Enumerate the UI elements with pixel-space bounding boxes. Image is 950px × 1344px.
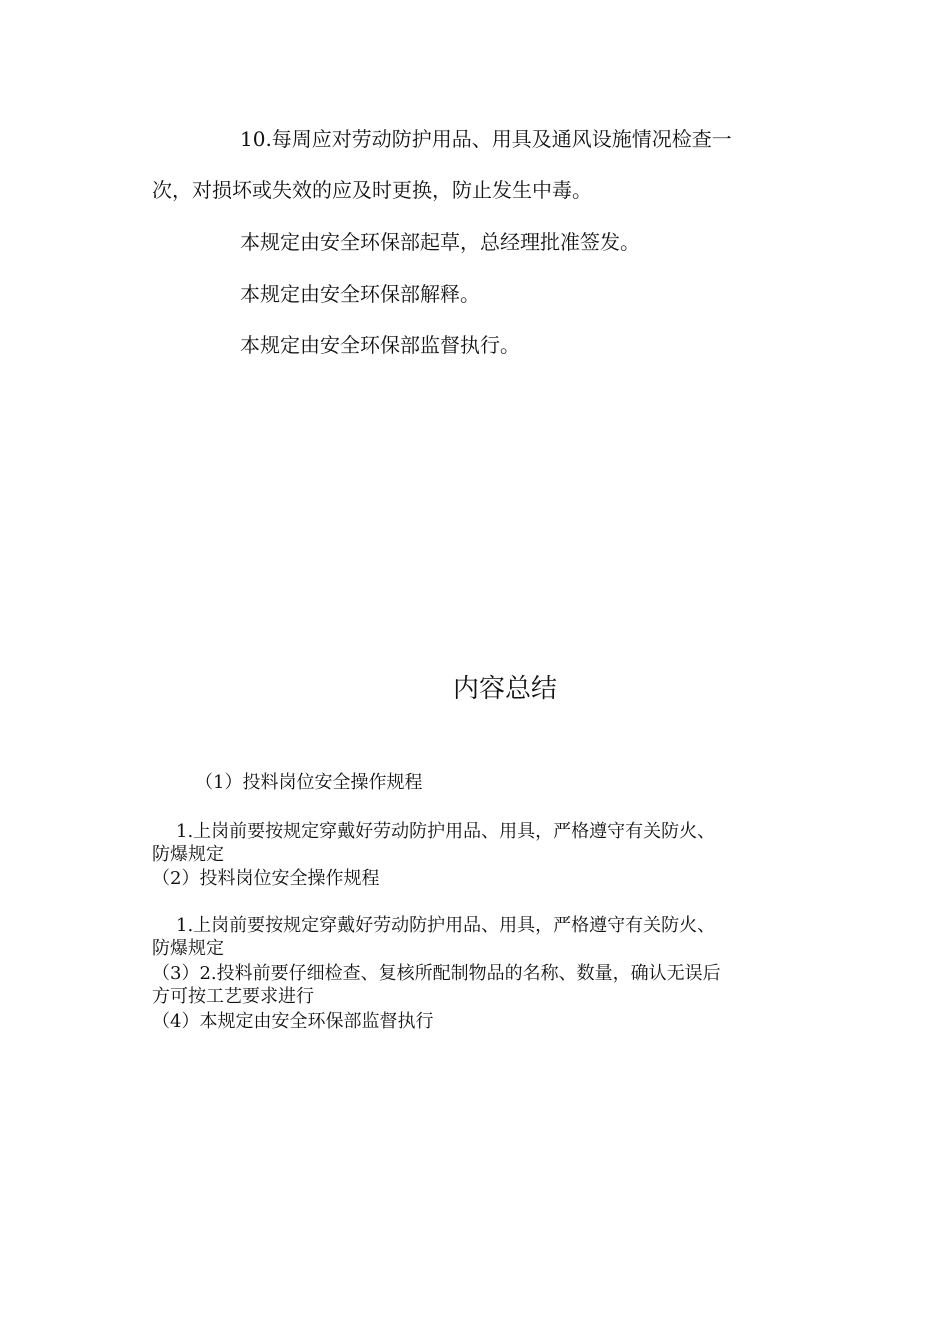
rule-interpret-text: 本规定由安全环保部解释。 (240, 282, 480, 306)
rule-supervise-text: 本规定由安全环保部监督执行。 (240, 333, 520, 357)
summary-item-1-text-line-1: 1.上岗前要按规定穿戴好劳动防护用品、用具，严格遵守有关防火、 (176, 821, 716, 842)
summary-item-2-text-line-2: 防爆规定 (152, 938, 224, 959)
paragraph-10-line-1: 10.每周应对劳动防护用品、用具及通风设施情况检查一 (240, 127, 732, 151)
summary-item-4: （4）本规定由安全环保部监督执行 (152, 1011, 434, 1032)
summary-item-1-text-line-2: 防爆规定 (152, 844, 224, 865)
summary-item-3-line-2: 方可按工艺要求进行 (152, 986, 314, 1007)
summary-item-2-text-line-1: 1.上岗前要按规定穿戴好劳动防护用品、用具，严格遵守有关防火、 (176, 915, 716, 936)
paragraph-10-line-2: 次，对损坏或失效的应及时更换，防止发生中毒。 (152, 178, 592, 202)
rule-draft-text: 本规定由安全环保部起草，总经理批准签发。 (240, 230, 640, 254)
summary-title: 内容总结 (452, 674, 557, 704)
summary-item-2-heading: （2）投料岗位安全操作规程 (152, 868, 380, 889)
summary-item-1-heading: （1）投料岗位安全操作规程 (195, 772, 423, 793)
summary-item-3-line-1: （3）2.投料前要仔细检查、复核所配制物品的名称、数量，确认无误后 (152, 963, 721, 984)
